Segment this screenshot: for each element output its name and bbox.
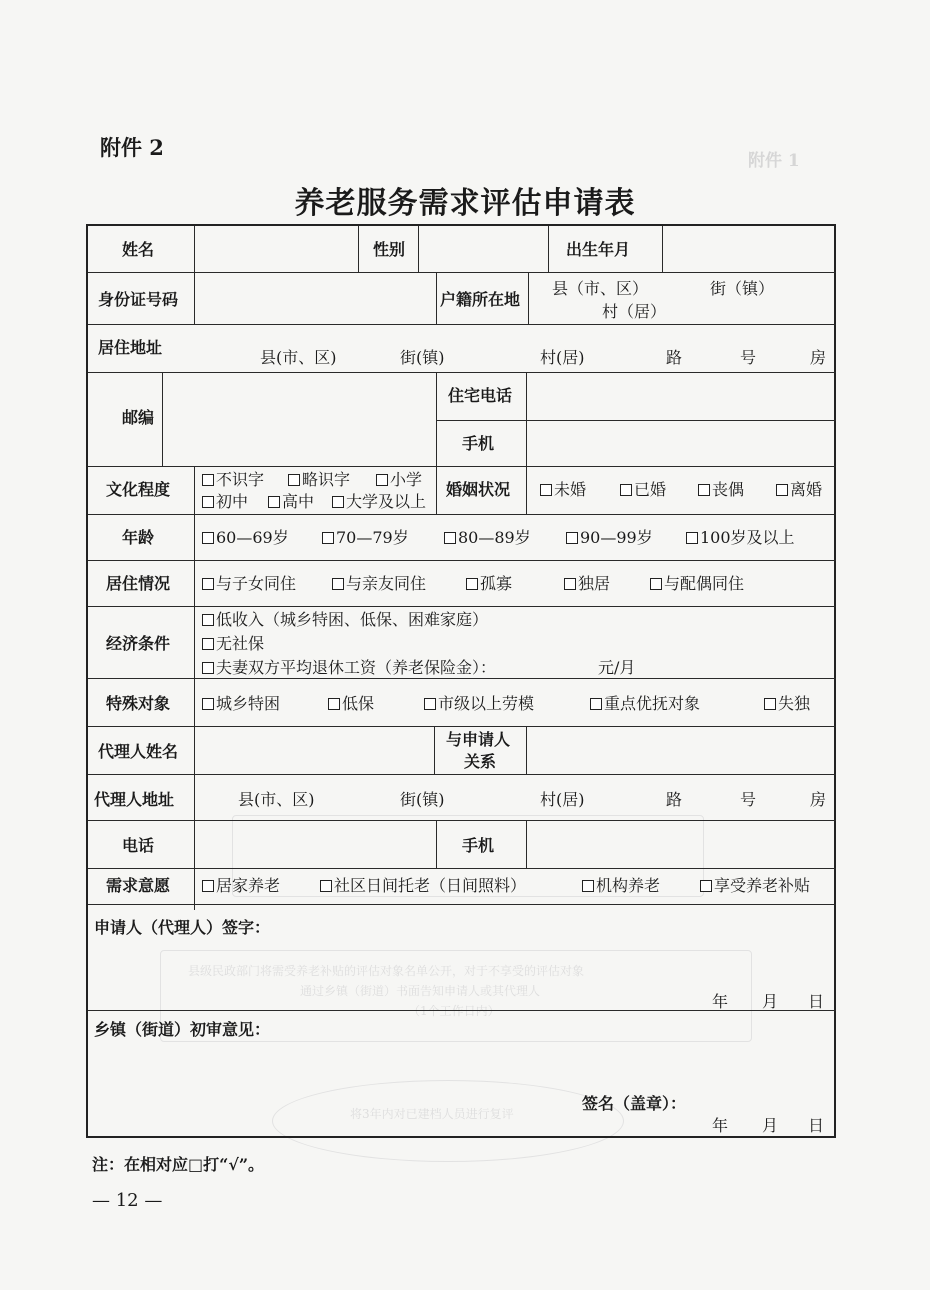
checkbox-icon (698, 484, 710, 496)
option-lonely[interactable]: 孤寡 (466, 576, 512, 592)
checkbox-icon (582, 880, 594, 892)
label-phone: 电话 (122, 836, 155, 855)
addr-road: 路 (666, 348, 683, 367)
application-form (86, 224, 836, 1138)
addr-street: 街(镇) (400, 348, 445, 367)
label-education: 文化程度 (106, 480, 171, 499)
label-town-opinion: 乡镇（街道）初审意见： (94, 1020, 271, 1039)
option-divorced[interactable]: 离婚 (776, 482, 822, 498)
label-relation: 与申请人 (446, 730, 511, 749)
checkbox-icon (566, 532, 578, 544)
option-pension[interactable]: 夫妻双方平均退休工资（养老保险金）： (202, 660, 496, 676)
option-with-relatives[interactable]: 与亲友同住 (332, 576, 426, 592)
checkbox-icon (466, 578, 478, 590)
agent-village: 村(居) (540, 790, 585, 809)
checkbox-icon (288, 474, 300, 486)
label-marital: 婚姻状况 (446, 480, 511, 499)
option-day-care[interactable]: 社区日间托老（日间照料） (320, 878, 526, 894)
label-agent-mobile: 手机 (462, 836, 495, 855)
agent-road: 路 (666, 790, 683, 809)
checkbox-icon (202, 496, 214, 508)
page-number: — 12 — (92, 1190, 163, 1211)
label-gender: 性别 (373, 240, 406, 259)
checkbox-icon (700, 880, 712, 892)
checkbox-icon (202, 698, 214, 710)
option-age-100[interactable]: 100岁及以上 (686, 530, 795, 546)
addr-no: 号 (740, 348, 757, 367)
pension-unit: 元/月 (598, 658, 636, 677)
option-widowed[interactable]: 丧偶 (698, 482, 744, 498)
footnote: 注：在相对应□打“√”。 (92, 1155, 265, 1174)
opinion-month: 月 (762, 1116, 779, 1135)
option-age-90[interactable]: 90—99岁 (566, 530, 653, 546)
checkbox-icon (328, 698, 340, 710)
option-senior[interactable]: 高中 (268, 494, 314, 510)
checkbox-icon (332, 496, 344, 508)
option-low-income[interactable]: 低收入（城乡特困、低保、困难家庭） (202, 612, 488, 628)
option-unmarried[interactable]: 未婚 (540, 482, 586, 498)
agent-no: 号 (740, 790, 757, 809)
checkbox-icon (202, 880, 214, 892)
sign-month: 月 (762, 992, 779, 1011)
label-hukou: 户籍所在地 (440, 290, 521, 309)
label-demand: 需求意愿 (106, 876, 171, 895)
label-living: 居住情况 (106, 574, 171, 593)
form-title: 养老服务需求评估申请表 (294, 186, 636, 221)
label-birth: 出生年月 (566, 240, 631, 259)
checkbox-icon (776, 484, 788, 496)
option-low-security[interactable]: 低保 (328, 696, 374, 712)
ghost-text: （1个工作日内） (408, 1004, 500, 1018)
checkbox-icon (590, 698, 602, 710)
label-agent-address: 代理人地址 (94, 790, 175, 809)
ghost-attachment-label: 附件 1 (748, 151, 800, 171)
sign-year: 年 (712, 992, 729, 1011)
label-relation-2: 关系 (464, 752, 497, 771)
checkbox-icon (424, 698, 436, 710)
checkbox-icon (320, 880, 332, 892)
label-special: 特殊对象 (106, 694, 171, 713)
label-name: 姓名 (122, 240, 155, 259)
addr-village: 村(居) (540, 348, 585, 367)
checkbox-icon (444, 532, 456, 544)
sign-day: 日 (808, 992, 825, 1011)
addr-room: 房 (810, 348, 827, 367)
option-priority-care[interactable]: 重点优抚对象 (590, 696, 700, 712)
label-agent-name: 代理人姓名 (98, 742, 179, 761)
label-mobile: 手机 (462, 434, 495, 453)
option-alone[interactable]: 独居 (564, 576, 610, 592)
ghost-text: 将3年内对已建档人员进行复评 (350, 1107, 514, 1121)
attachment-label: 附件 2 (100, 135, 164, 160)
checkbox-icon (332, 578, 344, 590)
hukou-street: 街（镇） (710, 279, 775, 298)
checkbox-icon (376, 474, 388, 486)
checkbox-icon (202, 578, 214, 590)
option-age-70[interactable]: 70—79岁 (322, 530, 409, 546)
agent-street: 街(镇) (400, 790, 445, 809)
option-institution[interactable]: 机构养老 (582, 878, 660, 894)
hukou-village: 村（居） (602, 302, 667, 321)
checkbox-icon (268, 496, 280, 508)
checkbox-icon (620, 484, 632, 496)
label-idcard: 身份证号码 (98, 290, 179, 309)
checkbox-icon (322, 532, 334, 544)
checkbox-icon (686, 532, 698, 544)
option-primary[interactable]: 小学 (376, 472, 422, 488)
option-with-children[interactable]: 与子女同住 (202, 576, 296, 592)
opinion-year: 年 (712, 1116, 729, 1135)
option-illiterate[interactable]: 不识字 (202, 472, 264, 488)
checkbox-icon (202, 614, 214, 626)
label-age: 年龄 (122, 528, 155, 547)
option-age-80[interactable]: 80—89岁 (444, 530, 531, 546)
option-with-spouse[interactable]: 与配偶同住 (650, 576, 744, 592)
addr-county: 县(市、区) (260, 348, 337, 367)
opinion-day: 日 (808, 1116, 825, 1135)
ghost-text: 通过乡镇（街道）书面告知申请人或其代理人 (300, 984, 541, 998)
checkbox-icon (650, 578, 662, 590)
label-residence: 居住地址 (98, 338, 163, 357)
checkbox-icon (540, 484, 552, 496)
option-no-social-security[interactable]: 无社保 (202, 636, 264, 652)
checkbox-icon (202, 532, 214, 544)
ghost-text: 县级民政部门将需受养老补贴的评估对象名单公开，对于不享受的评估对象 (188, 964, 585, 978)
label-home-phone: 住宅电话 (448, 386, 513, 405)
option-age-60[interactable]: 60—69岁 (202, 530, 289, 546)
checkbox-icon (564, 578, 576, 590)
option-home-care[interactable]: 居家养老 (202, 878, 280, 894)
agent-county: 县(市、区) (238, 790, 315, 809)
option-lost-only-child[interactable]: 失独 (764, 696, 810, 712)
agent-room: 房 (810, 790, 827, 809)
option-extreme-poverty[interactable]: 城乡特困 (202, 696, 280, 712)
label-postcode: 邮编 (122, 408, 155, 427)
label-seal: 签名（盖章）： (582, 1094, 687, 1113)
option-married[interactable]: 已婚 (620, 482, 666, 498)
option-college[interactable]: 大学及以上 (332, 494, 426, 510)
option-subsidy[interactable]: 享受养老补贴 (700, 878, 810, 894)
checkbox-icon (202, 638, 214, 650)
label-economy: 经济条件 (106, 634, 171, 653)
hukou-county: 县（市、区） (552, 279, 649, 298)
checkbox-icon (202, 662, 214, 674)
label-applicant-signature: 申请人（代理人）签字： (94, 918, 271, 937)
option-semiliterate[interactable]: 略识字 (288, 472, 350, 488)
option-model-worker[interactable]: 市级以上劳模 (424, 696, 534, 712)
checkbox-icon (764, 698, 776, 710)
option-junior[interactable]: 初中 (202, 494, 248, 510)
checkbox-icon (202, 474, 214, 486)
